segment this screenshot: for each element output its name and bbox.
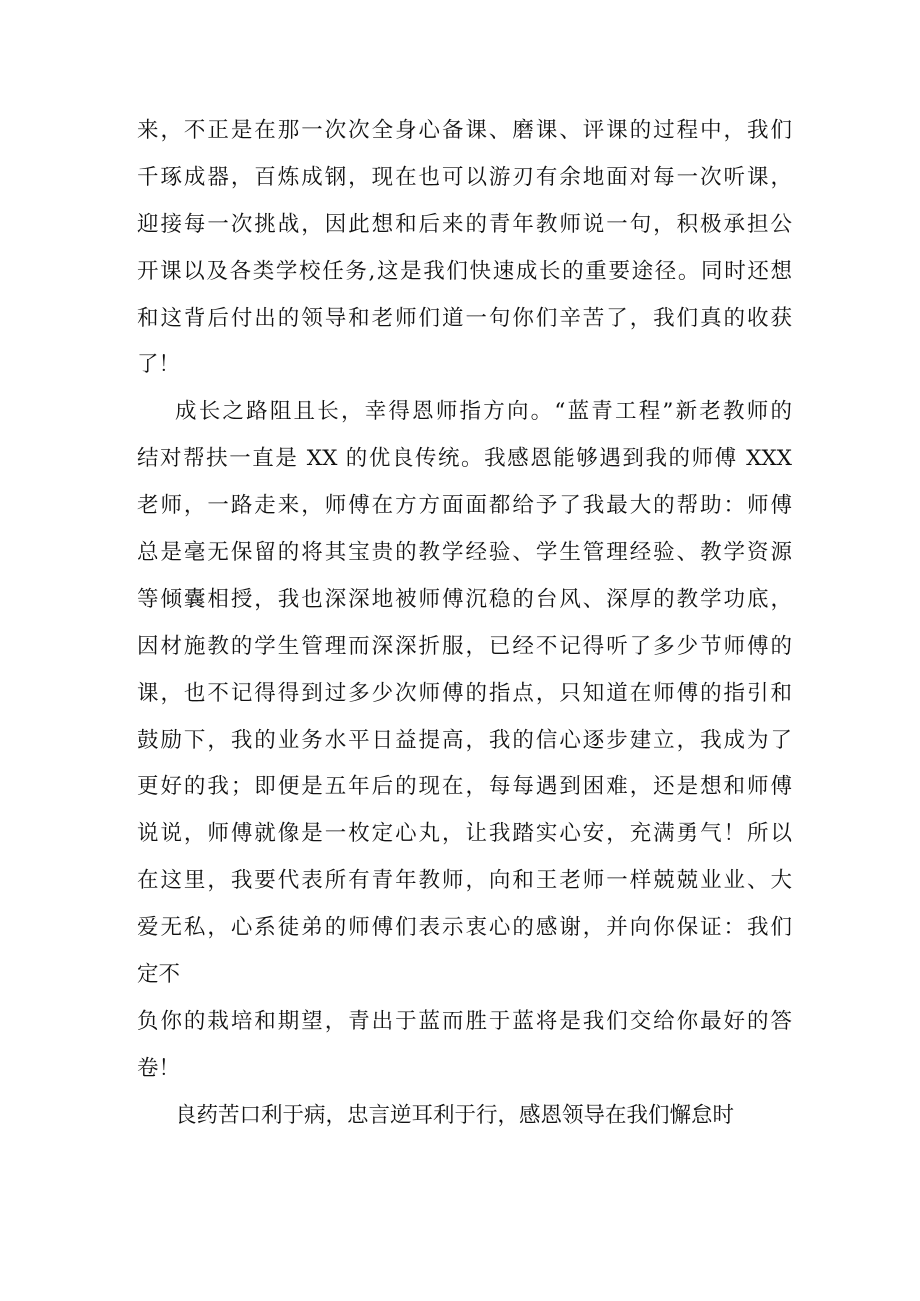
text-line: 卷！ [137, 1055, 181, 1081]
text-line: 迎接每一次挑战，因此想和后来的青年教师说一句，积极承担公 [137, 211, 792, 237]
text-line: 爱无私，心系徒弟的师傅们表示衷心的感谢，并向你保证：我们 [137, 915, 792, 941]
text-line: 和这背后付出的领导和老师们道一句你们辛苦了，我们真的收获 [137, 305, 792, 331]
text-line: 老师，一路走来，师傅在方方面面都给予了我最大的帮助：师傅 [137, 493, 792, 519]
text-line: 结对帮扶一直是 XX 的优良传统。我感恩能够遇到我的师傅 XXX [137, 446, 792, 472]
text-line: 总是毫无保留的将其宝贵的教学经验、学生管理经验、教学资源 [137, 540, 792, 566]
document-body [137, 108, 792, 1140]
text-line: 负你的栽培和期望，青出于蓝而胜于蓝将是我们交给你最好的答 [137, 1008, 792, 1034]
text-line: 千琢成器，百炼成钢，现在也可以游刃有余地面对每一次听课， [137, 164, 792, 190]
text-line: 更好的我；即便是五年后的现在，每每遇到困难，还是想和师傅 [137, 774, 792, 800]
text-line: 因材施教的学生管理而深深折服，已经不记得听了多少节师傅的 [137, 633, 792, 659]
text-line: 说说，师傅就像是一枚定心丸，让我踏实心安，充满勇气！所以 [137, 821, 792, 847]
text-line: 课，也不记得得到过多少次师傅的指点，只知道在师傅的指引和 [137, 680, 792, 706]
text-line: 在这里，我要代表所有青年教师，向和王老师一样兢兢业业、大 [137, 868, 792, 894]
text-line: 成长之路阻且长，幸得恩师指方向。“蓝青工程”新老教师的 [175, 399, 792, 425]
text-line: 良药苦口利于病，忠言逆耳利于行，感恩领导在我们懈怠时 [175, 1102, 735, 1128]
text-line: 等倾囊相授，我也深深地被师傅沉稳的台风、深厚的教学功底， [137, 586, 792, 612]
text-line: 鼓励下，我的业务水平日益提高，我的信心逐步建立，我成为了 [137, 727, 792, 753]
text-line: 了！ [137, 352, 181, 378]
text-line: 来，不正是在那一次次全身心备课、磨课、评课的过程中，我们 [137, 118, 792, 143]
text-line: 定不 [137, 962, 181, 988]
text-line: 开课以及各类学校任务,这是我们快速成长的重要途径。同时还想 [137, 258, 792, 284]
